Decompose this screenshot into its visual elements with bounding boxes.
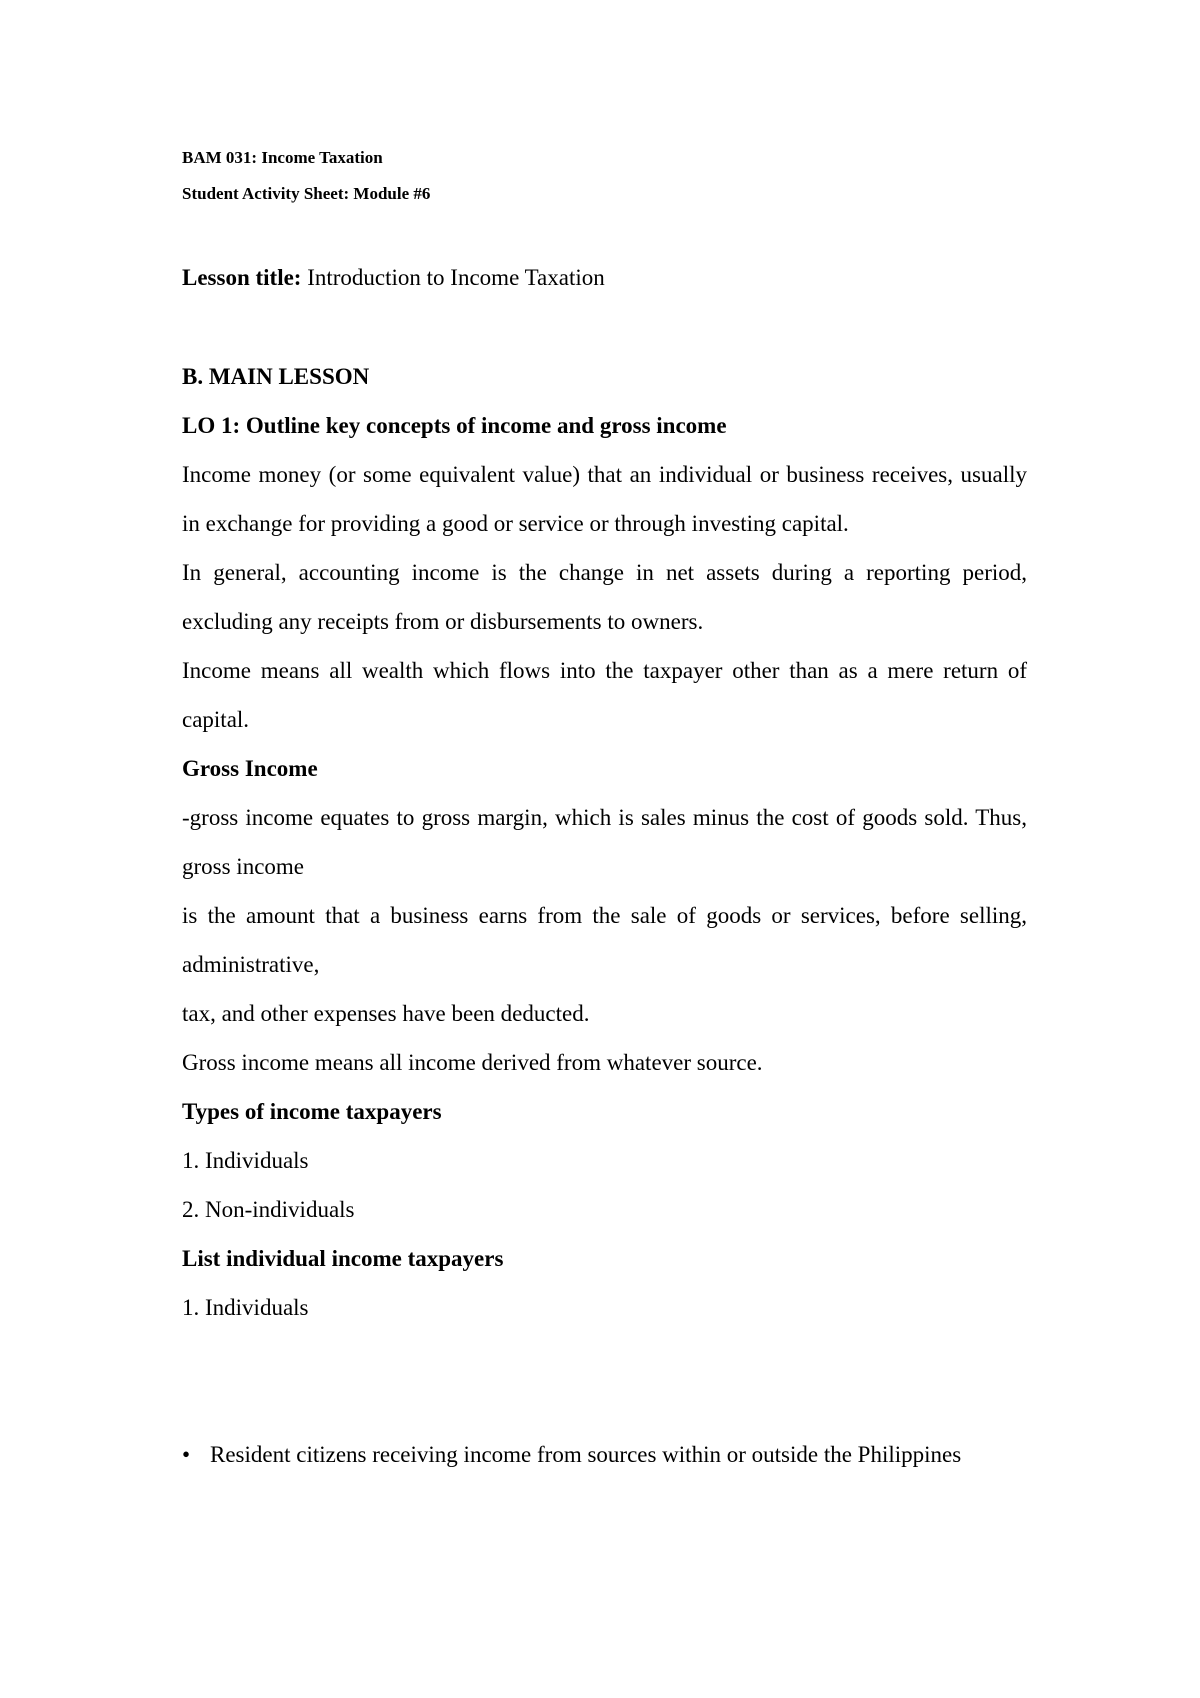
learning-objective-heading: LO 1: Outline key concepts of income and gross income [182, 413, 727, 438]
lesson-title-line [182, 264, 605, 292]
main-lesson-body [182, 352, 1027, 1479]
section-heading: B. MAIN LESSON [182, 364, 370, 389]
list-item-individuals: 1. Individuals [182, 1295, 309, 1320]
bullet-icon: • [182, 1442, 191, 1467]
accounting-income-paragraph: In general, accounting income is the change in net assets during a reporting period, excluding any receipts from or disbursements to owners. [182, 560, 1027, 634]
document-page [182, 0, 1027, 1698]
gross-income-heading: Gross Income [182, 756, 318, 781]
types-item-1: 1. Individuals [182, 1148, 309, 1173]
bullet-text: Resident citizens receiving income from sources within or outside the Philippines [210, 1442, 962, 1467]
types-heading: Types of income taxpayers [182, 1099, 442, 1124]
list-heading: List individual income taxpayers [182, 1246, 504, 1271]
lesson-title-label: Lesson title: [182, 265, 302, 290]
gross-income-line-4: Gross income means all income derived from whatever source. [182, 1050, 763, 1075]
activity-sheet-title: Student Activity Sheet: Module #6 [182, 184, 431, 203]
blank-space [182, 1332, 1027, 1430]
lesson-title-text: Introduction to Income Taxation [307, 265, 605, 290]
income-definition-paragraph: Income money (or some equivalent value) that an individual or business receives, usually in exchange for providing a good or service or through investing capital. [182, 462, 1027, 536]
types-item-2: 2. Non-individuals [182, 1197, 355, 1222]
bullet-item [182, 1430, 1027, 1479]
income-means-paragraph: Income means all wealth which flows into the taxpayer other than as a mere return of capital. [182, 658, 1027, 732]
gross-income-line-1: -gross income equates to gross margin, which is sales minus the cost of goods sold. Thus, gross income [182, 805, 1027, 879]
gross-income-line-2: is the amount that a business earns from the sale of goods or services, before selling, administrative, [182, 903, 1027, 977]
gross-income-line-3: tax, and other expenses have been deducted. [182, 1001, 590, 1026]
course-title: BAM 031: Income Taxation [182, 148, 383, 167]
